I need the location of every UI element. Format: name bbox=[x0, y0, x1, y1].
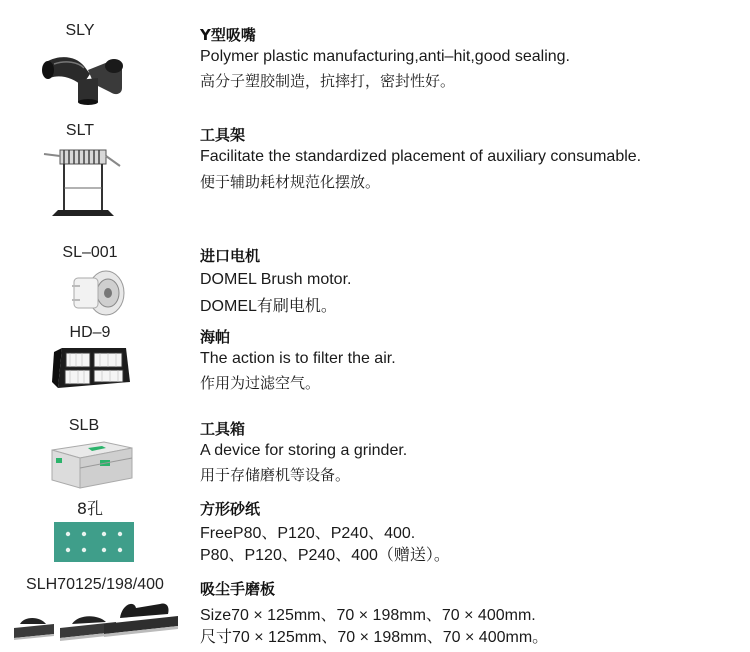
product-title: Y型吸嘴 bbox=[200, 26, 256, 44]
product-desc-cn: P80、P120、P240、400（赠送）。 bbox=[200, 547, 450, 564]
tool-rack-icon bbox=[40, 144, 124, 225]
toolbox-icon bbox=[44, 436, 138, 497]
product-code: SLB bbox=[68, 417, 100, 434]
product-title: 进口电机 bbox=[200, 247, 261, 265]
product-title: 方形砂纸 bbox=[200, 500, 261, 518]
product-code: 8孔 bbox=[76, 499, 104, 518]
product-desc-en: The action is to filter the air. bbox=[200, 350, 396, 367]
product-desc-en: FreeP80、P120、P240、400. bbox=[200, 525, 416, 542]
product-desc-en: DOMEL Brush motor. bbox=[200, 271, 352, 288]
product-code: SLT bbox=[65, 122, 95, 139]
product-title: 工具架 bbox=[200, 126, 246, 144]
product-title: 海帕 bbox=[200, 328, 231, 346]
product-desc-cn: 便于辅助耗材规范化摆放。 bbox=[200, 173, 381, 191]
product-desc-cn: 高分子塑胶制造，抗摔打，密封性好。 bbox=[200, 72, 456, 90]
product-code: SLY bbox=[65, 22, 95, 39]
product-code: SL–001 bbox=[62, 244, 118, 261]
product-desc-cn: 用于存储磨机等设备。 bbox=[200, 466, 351, 484]
y-nozzle-icon bbox=[38, 44, 128, 111]
product-code: SLH70125/198/400 bbox=[26, 576, 164, 593]
product-desc-en: Size70 × 125mm、70 × 198mm、70 × 400mm. bbox=[200, 607, 536, 624]
product-code: HD–9 bbox=[69, 324, 111, 341]
product-desc-en: Facilitate the standardized placement of auxiliary consumable. bbox=[200, 148, 642, 165]
product-title: 吸尘手磨板 bbox=[200, 580, 276, 598]
product-desc-en: Polymer plastic manufacturing,anti–hit,good sealing. bbox=[200, 48, 570, 65]
hepa-filter-icon bbox=[50, 342, 134, 401]
motor-icon bbox=[66, 266, 128, 325]
sandpaper-icon bbox=[54, 522, 134, 567]
product-desc-cn: 作用为过滤空气。 bbox=[200, 374, 321, 392]
product-desc-cn: 尺寸70 × 125mm、70 × 198mm、70 × 400mm。 bbox=[200, 629, 549, 646]
hand-sanding-block-icon bbox=[10, 594, 180, 651]
product-title: 工具箱 bbox=[200, 420, 246, 438]
product-desc-cn: DOMEL有刷电机。 bbox=[200, 298, 337, 315]
product-desc-en: A device for storing a grinder. bbox=[200, 442, 408, 459]
